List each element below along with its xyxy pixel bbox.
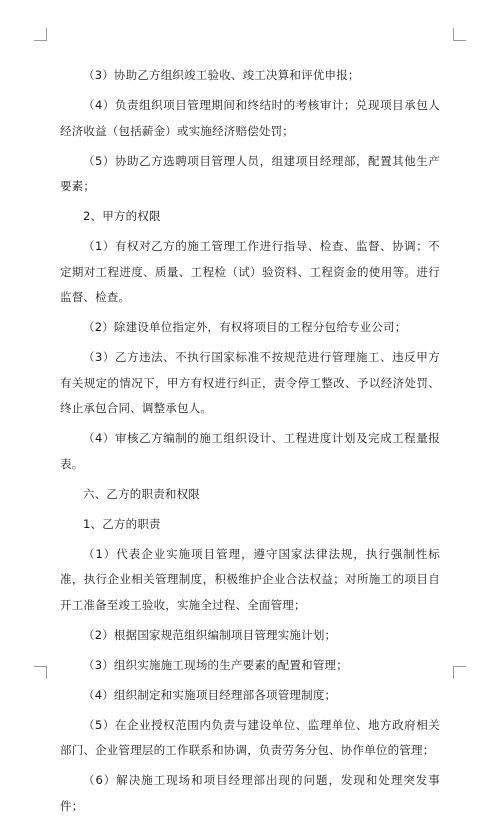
- section-heading: 1、乙方的职责: [83, 516, 161, 531]
- paragraph: （4）负责组织项目管理期间和终结时的考核审计；兑现项目承包人经济收益（包括薪金）或实施经济赔偿处罚；: [60, 98, 440, 138]
- paragraph: （5）在企业授权范围内负责与建设单位、监理单位、地方政府相关部门、企业管理层的工作联系和协调，负责劳务分包、协作单位的管理；: [60, 717, 440, 757]
- paragraph: （1）有权对乙方的施工管理工作进行指导、检查、监督、协调；不定期对工程进度、质量、工程检（试）验资料、工程资金的使用等。进行监督、检查。: [60, 239, 440, 304]
- paragraph: （2）根据国家规范组织编制项目管理实施计划；: [83, 627, 337, 642]
- paragraph: （4）组织制定和实施项目经理部各项管理制度；: [83, 687, 337, 702]
- paragraph: （6）解决施工现场和项目经理部出现的问题，发现和处理突发事件；: [60, 773, 440, 813]
- paragraph: （5）协助乙方选聘项目管理人员，组建项目经理部，配置其他生产要素；: [60, 153, 440, 193]
- paragraph: （3）乙方违法、不执行国家标准不按规范进行管理施工、违反甲方有关规定的情况下，甲方有权进行纠正，责令停工整改、予以经济处罚、终止承包合同、调整承包人。: [60, 350, 440, 415]
- crop-mark-top-right: [453, 28, 466, 41]
- section-heading: 2、甲方的权限: [83, 209, 161, 223]
- paragraph: （1）代表企业实施项目管理，遵守国家法律法规，执行强制性标准，执行企业相关管理制度，积极维护企业合法权益；对所施工的项目自开工准备至竣工验收，实施全过程、全面管理；: [60, 546, 440, 612]
- paragraph: （2）除建设单位指定外，有权将项目的工程分包给专业公司；: [83, 320, 407, 334]
- paragraph: （4）审核乙方编制的施工组织设计、工程进度计划及完成工程量报表。: [60, 431, 440, 471]
- crop-mark-bottom-left: [34, 666, 47, 679]
- crop-mark-bottom-right: [453, 666, 466, 679]
- crop-mark-top-left: [34, 28, 47, 41]
- paragraph: （3）协助乙方组织竣工验收、竣工决算和评优申报；: [83, 68, 360, 82]
- paragraph: （3）组织实施施工现场的生产要素的配置和管理；: [83, 657, 348, 672]
- document-body: [60, 63, 440, 824]
- section-heading: 六、乙方的职责和权限: [83, 486, 200, 501]
